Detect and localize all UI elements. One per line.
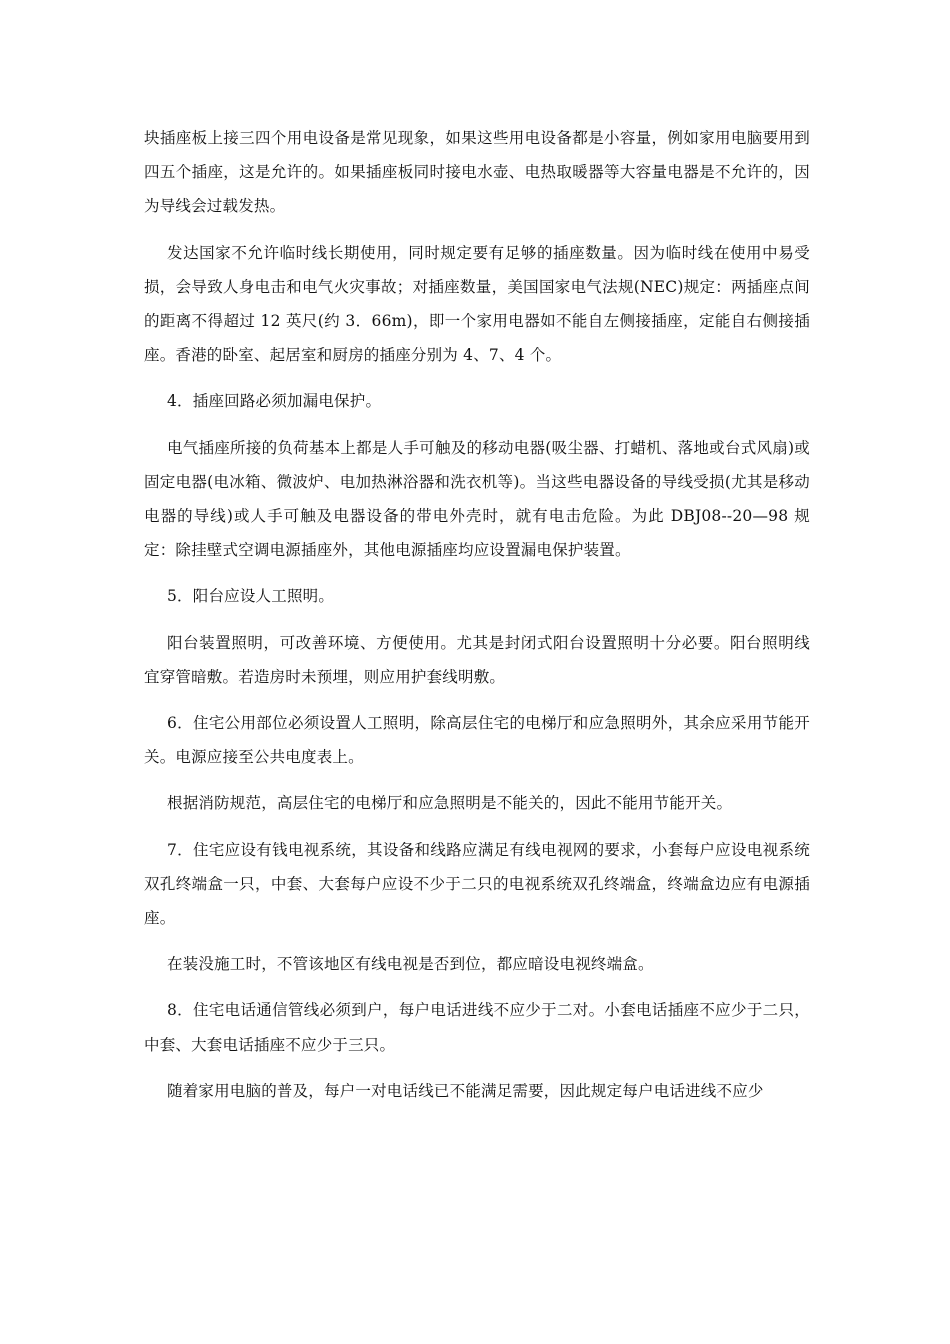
heading-item-8: 8．住宅电话通信管线必须到户，每户电话进线不应少于二对。小套电话插座不应少于二只，中套、大套电话插座不应少于三只。 <box>144 1001 810 1054</box>
paragraph-tv-outlet: 在装没施工时，不管该地区有线电视是否到位，都应暗设电视终端盒。 <box>167 955 654 974</box>
paragraph-temporary-lines: 发达国家不允许临时线长期使用，同时规定要有足够的插座数量。因为临时线在使用中易受损，会导致人身电击和电气火灾事故；对插座数量，美国国家电气法规(NEC)规定：两插座点间的距离不得超过 12 英尺(约 3．66m)，即一个家用电器如不能自左侧接插座，定能自右侧接插座。香港的卧室、起居室和厨房的插座分别为 4、7、4 个。 <box>144 243 810 365</box>
heading-item-5: 5．阳台应设人工照明。 <box>167 587 335 606</box>
paragraph-phone-lines: 随着家用电脑的普及，每户一对电话线已不能满足需要，因此规定每户电话进线不应少 <box>167 1081 764 1100</box>
heading-item-6: 6．住宅公用部位必须设置人工照明，除高层住宅的电梯厅和应急照明外，其余应采用节能开关。电源应接至公共电度表上。 <box>144 714 810 767</box>
paragraph-outlet-board: 块插座板上接三四个用电设备是常见现象，如果这些用电设备都是小容量，例如家用电脑要用到四五个插座，这是允许的。如果插座板同时接电水壶、电热取暖器等大容量电器是不允许的，因为导线会过载发热。 <box>144 129 810 216</box>
heading-item-7: 7．住宅应设有钱电视系统，其设备和线路应满足有线电视网的要求，小套每户应设电视系统双孔终端盒一只，中套、大套每户应设不少于二只的电视系统双孔终端盒，终端盒边应有电源插座。 <box>144 840 810 928</box>
paragraph-balcony-lighting: 阳台装置照明，可改善环境、方便使用。尤其是封闭式阳台设置照明十分必要。阳台照明线宜穿管暗敷。若造房时未预埋，则应用护套线明敷。 <box>144 633 810 686</box>
paragraph-fire-code: 根据消防规范，高层住宅的电梯厅和应急照明是不能关的，因此不能用节能开关。 <box>167 794 733 813</box>
heading-item-4: 4．插座回路必须加漏电保护。 <box>167 392 382 411</box>
document-body <box>144 121 810 1120</box>
paragraph-leakage-protection: 电气插座所接的负荷基本上都是人手可触及的移动电器(吸尘器、打蜡机、落地或台式风扇)或固定电器(电冰箱、微波炉、电加热淋浴器和洗衣机等)。当这些电器设备的导线受损(尤其是移动电器的导线)或人手可触及电器设备的带电外壳时，就有电击危险。为此 DBJ08--20—98 规定：除挂壁式空调电源插座外，其他电源插座均应设置漏电保护装置。 <box>144 438 810 560</box>
